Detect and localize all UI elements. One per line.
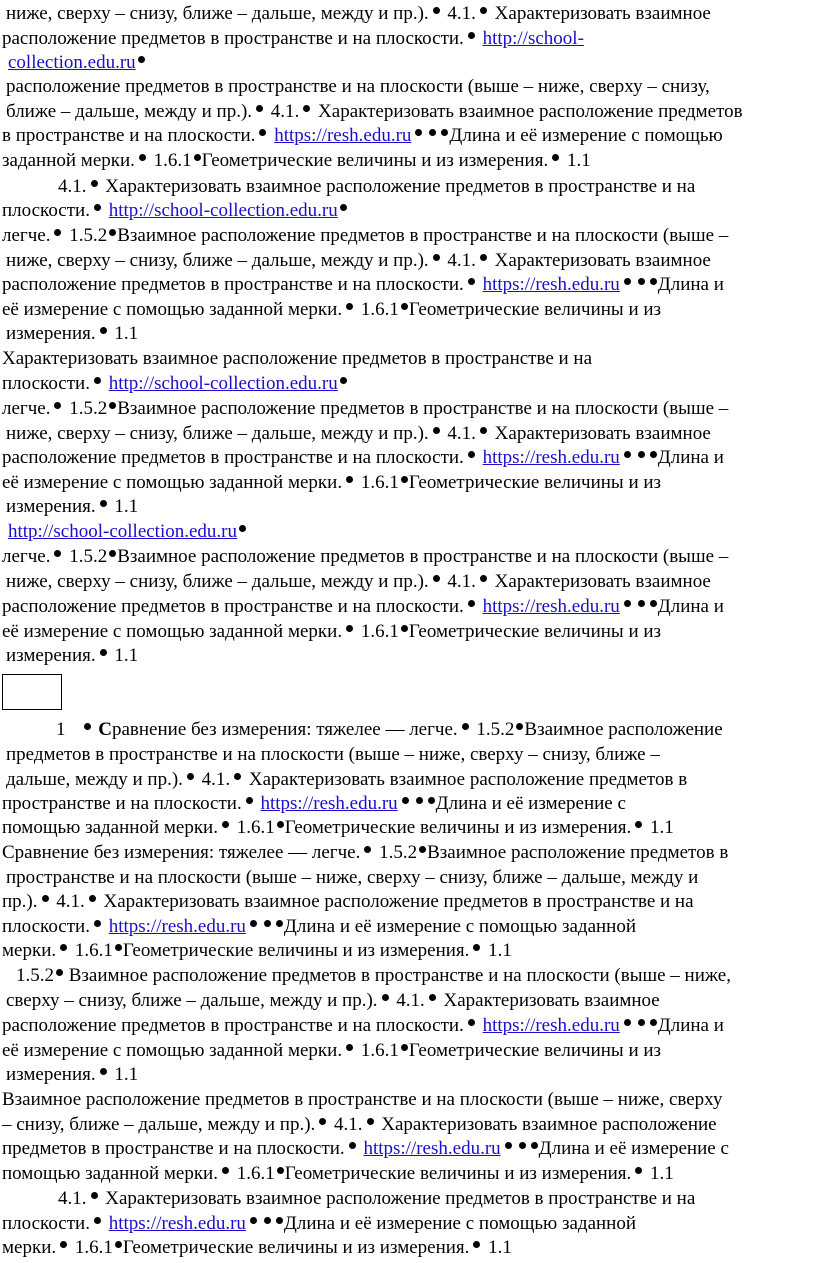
bullet-icon: [473, 944, 480, 951]
text-line: плоскости. https://resh.edu.ru Длина и её измерение с помощью заданной: [2, 1213, 637, 1234]
resh-link[interactable]: https://resh.edu.ru: [274, 125, 412, 146]
bullet-icon: [433, 427, 440, 434]
bullet-icon: [259, 129, 266, 136]
text-line: ниже, сверху – снизу, ближе – дальше, между и пр.). 4.1. Характеризовать взаимное: [6, 3, 711, 24]
bullet-icon: [109, 229, 116, 236]
bullet-icon: [91, 180, 98, 187]
resh-link[interactable]: https://resh.edu.ru: [108, 1213, 246, 1234]
bullet-icon: [250, 1217, 257, 1224]
bullet-icon: [194, 154, 201, 161]
bullet-icon: [222, 821, 229, 828]
bullet-icon: [624, 1019, 631, 1026]
bullet-icon: [519, 1142, 526, 1149]
bullet-icon: [264, 1217, 271, 1224]
bullet-icon: [441, 129, 448, 136]
text-line: [8, 51, 146, 75]
bullet-icon: [401, 476, 408, 483]
bullet-icon: [277, 821, 284, 828]
bullet-icon: [346, 476, 353, 483]
bullet-icon: [516, 723, 523, 730]
bullet-icon: [402, 797, 409, 804]
text-line: ниже, сверху – снизу, ближе – дальше, между и пр.). 4.1. Характеризовать взаимное: [6, 423, 711, 444]
text-line: пространстве и на плоскости. https://resh.edu.ru Длина и её измерение с: [2, 793, 626, 814]
text-line: 1 Сравнение без измерения: тяжелее — легче. 1.5.2 Взаимное расположение: [56, 719, 723, 740]
bullet-icon: [428, 797, 435, 804]
text-line: предметов в пространстве и на плоскости (выше – ниже, сверху – снизу, ближе –: [6, 744, 660, 765]
bullet-icon: [246, 797, 253, 804]
text-line: – снизу, ближе – дальше, между и пр.). 4.1. Характеризовать взаимное расположение: [2, 1114, 717, 1135]
text-line: Взаимное расположение предметов в пространстве и на плоскости (выше – ниже, сверху: [2, 1089, 723, 1110]
bullet-icon: [303, 105, 310, 112]
bullet-icon: [473, 1241, 480, 1248]
bullet-icon: [100, 327, 107, 334]
bullet-icon: [433, 254, 440, 261]
bullet-icon: [364, 846, 371, 853]
table-cell-box: [2, 674, 62, 710]
bullet-icon: [94, 204, 101, 211]
bullet-icon: [54, 402, 61, 409]
text-line: в пространстве и на плоскости. https://resh.edu.ru Длина и её измерение с помощью: [2, 125, 723, 146]
text-line: 1.5.2 Взаимное расположение предметов в пространстве и на плоскости (выше – ниже,: [16, 965, 731, 986]
text-line: легче. 1.5.2 Взаимное расположение предметов в пространстве и на плоскости (выше –: [2, 398, 729, 419]
bullet-icon: [100, 1068, 107, 1075]
bullet-icon: [91, 1192, 98, 1199]
bullet-icon: [109, 402, 116, 409]
bullet-icon: [346, 625, 353, 632]
bullet-icon: [433, 7, 440, 14]
bullet-icon: [416, 797, 423, 804]
text-line: помощью заданной мерки. 1.6.1 Геометрические величины и из измерения. 1.1: [2, 1163, 674, 1184]
bullet-icon: [468, 1019, 475, 1026]
bullet-icon: [650, 451, 657, 458]
bullet-icon: [635, 1167, 642, 1174]
text-line: Сравнение без измерения: тяжелее — легче. 1.5.2 Взаимное расположение предметов в: [2, 842, 729, 863]
bullet-icon: [638, 451, 645, 458]
bullet-icon: [433, 575, 440, 582]
text-line: расположение предметов в пространстве и на плоскости. https://resh.edu.ru Длина и: [2, 274, 724, 295]
text-line: ближе – дальше, между и пр.). 4.1. Характеризовать взаимное расположение предметов: [6, 101, 743, 122]
bullet-icon: [650, 600, 657, 607]
bullet-icon: [401, 625, 408, 632]
bullet-icon: [100, 500, 107, 507]
bullet-icon: [650, 1019, 657, 1026]
bullet-icon: [638, 278, 645, 285]
school-collection-link[interactable]: http://school-: [482, 28, 584, 49]
text-line: ниже, сверху – снизу, ближе – дальше, между и пр.). 4.1. Характеризовать взаимное: [6, 250, 711, 271]
text-line: помощью заданной мерки. 1.6.1 Геометрические величины и из измерения. 1.1: [2, 817, 674, 838]
bullet-icon: [462, 723, 469, 730]
bullet-icon: [276, 1217, 283, 1224]
bullet-icon: [109, 550, 116, 557]
bullet-icon: [94, 1217, 101, 1224]
text-line: расположение предметов в пространстве и на плоскости (выше – ниже, сверху – снизу,: [6, 76, 710, 97]
bullet-icon: [419, 846, 426, 853]
text-line: измерения. 1.1: [6, 323, 139, 344]
resh-link[interactable]: https://resh.edu.ru: [260, 793, 398, 814]
school-collection-link[interactable]: http://school-collection.edu.ru: [8, 521, 238, 542]
bullet-icon: [340, 204, 347, 211]
bullet-icon: [239, 525, 246, 532]
bullet-icon: [250, 920, 257, 927]
bullet-icon: [256, 105, 263, 112]
bullet-icon: [139, 154, 146, 161]
bullet-icon: [264, 920, 271, 927]
resh-link[interactable]: https://resh.edu.ru: [482, 1015, 620, 1036]
text-line: расположение предметов в пространстве и на плоскости. http://school-: [2, 28, 584, 49]
resh-link[interactable]: https://resh.edu.ru: [108, 916, 246, 937]
bullet-icon: [480, 254, 487, 261]
text-line: расположение предметов в пространстве и на плоскости. https://resh.edu.ru Длина и: [2, 1015, 724, 1036]
text-line: предметов в пространстве и на плоскости. https://resh.edu.ru Длина и её измерение с: [2, 1138, 729, 1159]
text-line: ниже, сверху – снизу, ближе – дальше, между и пр.). 4.1. Характеризовать взаимное: [6, 571, 711, 592]
bullet-icon: [468, 600, 475, 607]
bullet-icon: [468, 32, 475, 39]
text-line: 4.1. Характеризовать взаимное расположение предметов в пространстве и на: [58, 176, 696, 197]
text-line: измерения. 1.1: [6, 496, 139, 517]
text-line: плоскости. http://school-collection.edu.ru: [2, 372, 348, 396]
bullet-icon: [638, 600, 645, 607]
bullet-icon: [480, 575, 487, 582]
bullet-icon: [468, 451, 475, 458]
resh-link[interactable]: https://resh.edu.ru: [363, 1138, 501, 1159]
bullet-icon: [480, 427, 487, 434]
text-line: легче. 1.5.2 Взаимное расположение предметов в пространстве и на плоскости (выше –: [2, 546, 729, 567]
bullet-icon: [480, 7, 487, 14]
bullet-icon: [346, 303, 353, 310]
text-line: пр.). 4.1. Характеризовать взаимное расположение предметов в пространстве и на: [2, 891, 694, 912]
bullet-icon: [638, 1019, 645, 1026]
bullet-icon: [115, 944, 122, 951]
bullet-icon: [94, 920, 101, 927]
bullet-icon: [277, 1167, 284, 1174]
bullet-icon: [349, 1142, 356, 1149]
bullet-icon: [367, 1118, 374, 1125]
text-line: [8, 520, 247, 544]
text-line: расположение предметов в пространстве и на плоскости. https://resh.edu.ru Длина и: [2, 596, 724, 617]
bullet-icon: [552, 154, 559, 161]
bullet-icon: [54, 550, 61, 557]
resh-link[interactable]: https://resh.edu.ru: [482, 274, 620, 295]
bullet-icon: [650, 278, 657, 285]
bullet-icon: [60, 944, 67, 951]
bullet-icon: [505, 1142, 512, 1149]
text-line: расположение предметов в пространстве и на плоскости. https://resh.edu.ru Длина и: [2, 447, 724, 468]
bullet-icon: [468, 278, 475, 285]
school-collection-link[interactable]: http://school-collection.edu.ru: [108, 200, 338, 221]
bullet-icon: [346, 1044, 353, 1051]
bullet-icon: [276, 920, 283, 927]
school-collection-link[interactable]: collection.edu.ru: [8, 52, 136, 73]
text-line: её измерение с помощью заданной мерки. 1.6.1 Геометрические величины и из: [2, 1040, 662, 1061]
bullet-icon: [234, 773, 241, 780]
bullet-icon: [429, 994, 436, 1001]
bullet-icon: [100, 649, 107, 656]
bullet-icon: [624, 600, 631, 607]
bullet-icon: [54, 229, 61, 236]
text-line: её измерение с помощью заданной мерки. 1.6.1 Геометрические величины и из: [2, 621, 662, 642]
school-collection-link[interactable]: http://school-collection.edu.ru: [108, 373, 338, 394]
text-line: заданной мерки. 1.6.1 Геометрические величины и из измерения. 1.1: [2, 150, 591, 171]
text-line: её измерение с помощью заданной мерки. 1.6.1 Геометрические величины и из: [2, 299, 662, 320]
row-number: 1: [56, 719, 66, 740]
text-line: её измерение с помощью заданной мерки. 1.6.1 Геометрические величины и из: [2, 472, 662, 493]
bullet-icon: [401, 1044, 408, 1051]
resh-link[interactable]: https://resh.edu.ru: [482, 596, 620, 617]
text-line: плоскости. http://school-collection.edu.ru: [2, 199, 348, 223]
text-line: пространстве и на плоскости (выше – ниже, сверху – снизу, ближе – дальше, между и: [6, 867, 699, 888]
bullet-icon: [187, 773, 194, 780]
text-line: мерки. 1.6.1 Геометрические величины и из измерения. 1.1: [2, 1237, 512, 1258]
bullet-icon: [319, 1118, 326, 1125]
bullet-icon: [60, 1241, 67, 1248]
bullet-icon: [84, 723, 91, 730]
bullet-icon: [138, 56, 145, 63]
bullet-icon: [624, 451, 631, 458]
bullet-icon: [89, 895, 96, 902]
bullet-icon: [415, 129, 422, 136]
text-line: мерки. 1.6.1 Геометрические величины и из измерения. 1.1: [2, 940, 512, 961]
bullet-icon: [429, 129, 436, 136]
bullet-icon: [531, 1142, 538, 1149]
bullet-icon: [222, 1167, 229, 1174]
bullet-icon: [94, 377, 101, 384]
text-line: измерения. 1.1: [6, 645, 139, 666]
text-line: сверху – снизу, ближе – дальше, между и пр.). 4.1. Характеризовать взаимное: [6, 990, 660, 1011]
text-line: 4.1. Характеризовать взаимное расположение предметов в пространстве и на: [58, 1188, 696, 1209]
bullet-icon: [382, 994, 389, 1001]
text-line: плоскости. https://resh.edu.ru Длина и её измерение с помощью заданной: [2, 916, 637, 937]
resh-link[interactable]: https://resh.edu.ru: [482, 447, 620, 468]
text-line: Характеризовать взаимное расположение предметов в пространстве и на: [2, 348, 593, 369]
text-line: дальше, между и пр.). 4.1. Характеризовать взаимное расположение предметов в: [6, 769, 688, 790]
bullet-icon: [401, 303, 408, 310]
bullet-icon: [340, 377, 347, 384]
bullet-icon: [624, 278, 631, 285]
text-line: измерения. 1.1: [6, 1064, 139, 1085]
bullet-icon: [42, 895, 49, 902]
bullet-icon: [635, 821, 642, 828]
text-line: легче. 1.5.2 Взаимное расположение предметов в пространстве и на плоскости (выше –: [2, 225, 729, 246]
bullet-icon: [56, 969, 63, 976]
bullet-icon: [115, 1241, 122, 1248]
